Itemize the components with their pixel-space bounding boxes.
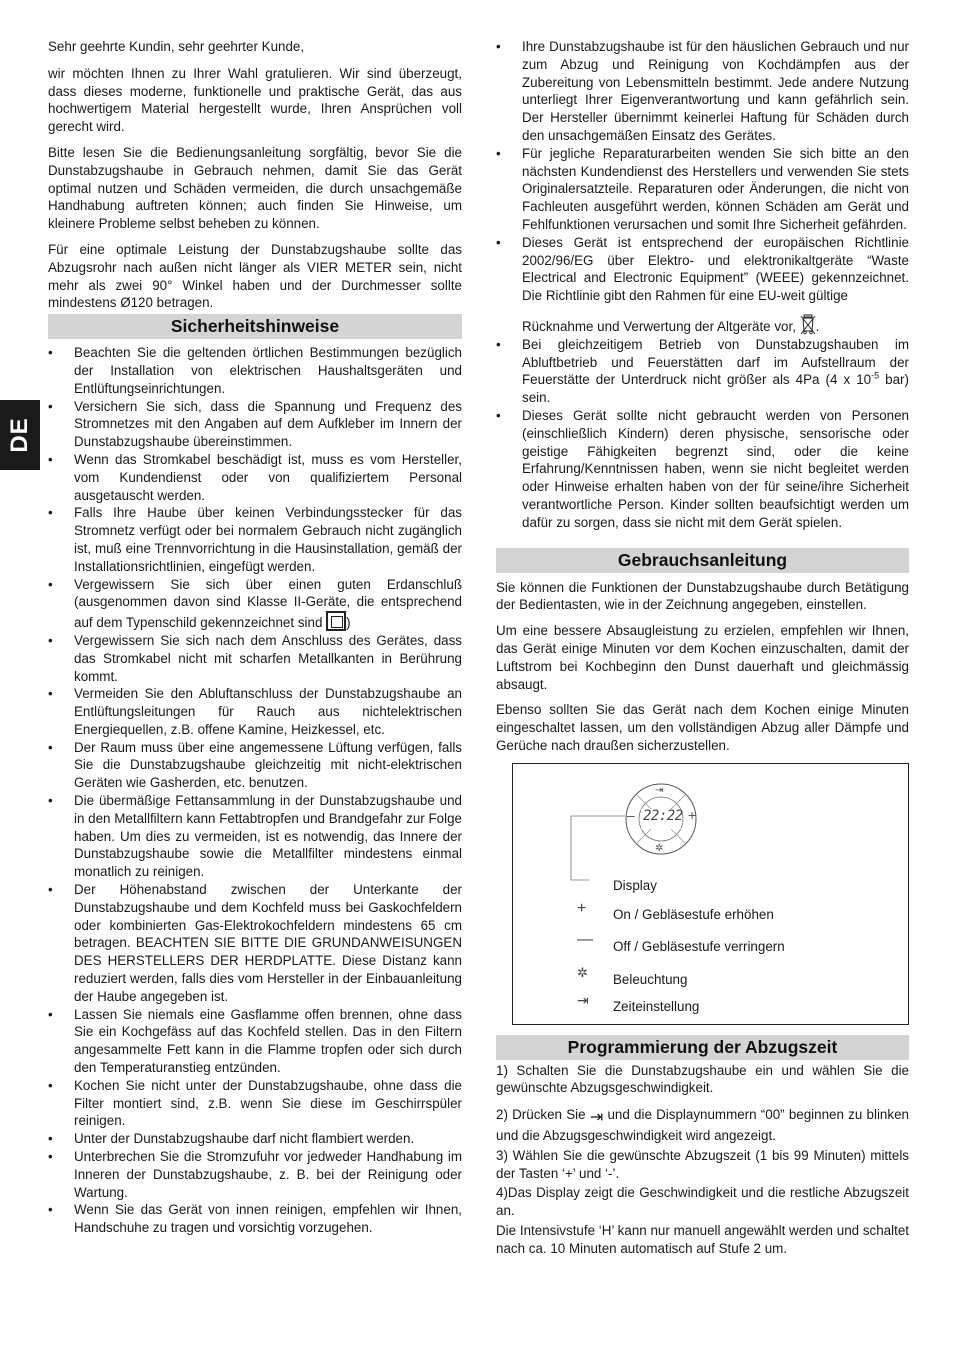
legend-timer: Zeiteinstellung [613,998,700,1014]
timer-step-4: 4)Das Display zeigt die Geschwindigkeit und die restliche Abzugszeit an. [496,1185,909,1219]
safety-list [48,344,462,1237]
control-panel-diagram [512,763,909,1025]
legend-plus: On / Gebläsestufe erhöhen [613,906,774,922]
weee-text: Dieses Gerät ist entsprechend der europäischen Richtlinie 2002/96/EG über Elektro- und elektronikaltgeräte “Waste Electrical and Electronic Equipment” (WEEE) gekennzeichnet. Die Richtlinie gibt den Rahmen für eine EU-weit gültige [522,234,909,304]
safety-item: • Wenn das Stromkabel beschädigt ist, muss es vom Hersteller, vom Kundendienst oder von qualifiziertem Personal ausgetauscht werden. [48,451,462,504]
note-item [496,336,909,407]
timer-step-1: 1) Schalten Sie die Dunstabzugshaube ein und wählen Sie die gewünschte Abzugsgeschwindigkeit. [496,1062,909,1096]
note-item: • Für jegliche Reparaturarbeiten wenden Sie sich bitte an den nächsten Kundendienst des Herstellers und verwenden Sie stets Originalersatzteile. Reparaturen oder Änderungen, die nicht von Fachleuten ausgeführt werden, können Schäden am Gerät und Fehlfunktionen verursachen und somit Ihre Sicherheit gefährden. [496,145,909,234]
light-icon: ✲ [655,842,664,854]
intro-paragraph-3: Für eine optimale Leistung der Dunstabzugshaube sollte das Abzugsrohr nach außen nicht länger als VIER METER sein, nicht mehr als zwei 90° Winkel haben und der Durchmesser sollte mindestens Ø120 betragen. [48,241,462,311]
safety-item: • Lassen Sie niemals eine Gasflamme offen brennen, ohne dass Sie ein Kochgefäss auf das Kochfeld stellen. Das in den Filtern angesammelte Fett kann in die Flamme tropfen oder sich durch den Temperaturanstieg entzünden. [48,1006,462,1077]
display-readout: 22:22 [643,807,683,824]
pressure-text-end: bar) sein. [522,372,909,406]
greeting: Sehr geehrte Kundin, sehr geehrter Kunde, [48,39,305,54]
safety-item: • Kochen Sie nicht unter der Dunstabzugshaube, ohne dass die Filter montiert sind, z.B. wenn Sie diese im Geschirrspüler reinigen. [48,1077,462,1130]
exponent: -5 [871,370,880,381]
legend-light: Beleuchtung [613,971,688,987]
minus-icon: – [627,806,635,823]
safety-item: • Vergewissern Sie sich über einen guten Erdanschluß (ausgenommen davon sind Klasse II-Geräte, die entsprechend auf dem Typenschild gekennzeichnet sind ) [48,576,462,632]
safety-item: • Unterbrechen Sie die Stromzufuhr vor jedweder Handhabung im Inneren der Dunstabzugshaube, z. B. bei der Reinigung oder Wartung. [48,1148,462,1201]
timer-step-5: Die Intensivstufe ‘H’ kann nur manuell angewählt werden und schaltet nach ca. 10 Minuten automatisch auf Stufe 2 um. [496,1223,909,1256]
heading-usage: Gebrauchsanleitung [496,548,909,573]
weee-text-tail: Rücknahme und Verwertung der Altgeräte vor, [522,318,796,334]
language-tab-label: DE [6,417,34,453]
left-column [48,38,462,1237]
usage-paragraph-3: Ebenso sollten Sie das Gerät nach dem Kochen einige Minuten eingeschaltet lassen, um den vollständigen Abzug aller Dämpfe und Gerüche nach draußen sicherzustellen. [496,702,909,753]
safety-item: • Versichern Sie sich, dass die Spannung und Frequenz des Stromnetzes mit den Angaben auf dem Aufkleber im Innern der Dunstabzugshaube übereinstimmen. [48,398,462,451]
weee-bin-icon [800,313,816,335]
heading-safety: Sicherheitshinweise [48,314,462,339]
minus-legend-icon: — [577,930,593,948]
note-item: • Ihre Dunstabzugshaube ist für den häuslichen Gebrauch und nur zum Abzug und Reinigung von Kochdämpfen aus der Zubereitung von Lebensmitteln bestimmt. Jede andere Nutzung unterliegt Ihrer Eigenverantwortung und kann gefährlich sein. Der Hersteller übernimmt keinerlei Haftung für Schäden durch den unsachgemäßen Einsatz des Gerätes. [496,38,909,145]
timer-step-2-post: und die Displaynummern “00” beginnen zu blinken und die Abzugsgeschwindigkeit wird angezeigt. [496,1107,909,1144]
light-legend-icon: ✲ [577,964,588,980]
note-item: • Dieses Gerät sollte nicht gebraucht werden von Personen (einschließlich Kindern) deren physische, sensorische oder geistige Fähigkeiten begrenzt sind, oder die keine Erfahrung/Kenntnissen haben, wenn sie nicht begleitet werden oder Hinweise erhalten haben von der für seine/ihre Sicherheit verantwortliche Person. Kinder sollten beaufsichtigt werden um dafür zu sorgen, dass sie nicht mit dem Gerät spielen. [496,407,909,532]
timer-icon: ⇥ [655,784,664,796]
language-tab [0,400,40,470]
safety-item-text: Vergewissern Sie sich über einen guten Erdanschluß (ausgenommen davon sind Klasse II-Geräte, die entsprechend auf dem Typenschild gekennzeichnet sind [74,576,462,631]
heading-timer-programming: Programmierung der Abzugszeit [496,1035,909,1060]
usage-paragraph-1: Sie können die Funktionen der Dunstabzugshaube durch Betätigung der Bedientasten, wie in der Zeichnung angegeben, einstellen. [496,579,909,613]
safety-item: • Die übermäßige Fettansammlung in der Dunstabzugshaube und in den Metallfiltern kann Fettabtropfen und Brandgefahr zur Folge haben. Um dies zu vermeiden, ist es notwendig, das Innere der Dunstabzugshaube sowie die Metallfilter mindestens einmal monatlich zu reinigen. [48,792,462,881]
timer-step-2 [496,1106,909,1145]
intro-paragraph-1: wir möchten Ihnen zu Ihrer Wahl gratulieren. Wir sind überzeugt, dass dieses moderne, funktionelle und praktische Gerät, das aus hochwertigem Material hergestellt wurde, Ihren Ansprüchen voll gerecht wird. [48,65,462,135]
safety-item: • Falls Ihre Haube über keinen Verbindungsstecker für das Stromnetz verfügt oder bei normalem Gebrauch nicht zugänglich ist, muß eine Trennvorrichtung in die Hausinstallation, gemäß der Installationsrichtlinien, eingefügt werden. [48,504,462,575]
plus-legend-icon: + [577,899,587,917]
note-item: • Dieses Gerät ist entsprechend der europäischen Richtlinie 2002/96/EG über Elektro- und elektronikaltgeräte “Waste Electrical and Electronic Equipment” (WEEE) gekennzeichnet. Die Richtlinie gibt den Rahmen für eine EU-weit gültige Rücknahme und Verwertung der Altgeräte vor, . [496,234,909,336]
control-panel-drawing [513,764,910,894]
plus-icon: + [688,806,697,823]
timer-button-icon: ⇥ [589,1109,604,1127]
safety-item: • Beachten Sie die geltenden örtlichen Bestimmungen bezüglich der Installation von elektrischen Haushaltsgeräten und Entlüftungseinrichtungen. [48,344,462,397]
safety-item: • Der Höhenabstand zwischen der Unterkante der Dunstabzugshaube und dem Kochfeld muss bei Gaskochfeldern oder kombinierten Gas-Elektrokochfeldern mindestens 65 cm betragen. BEACHTEN SIE BITTE DIE GRUNDANWEISUNGEN DES HERSTELLERS DER HERDPLATTE. Diese Distanz kann reduziert werden, falls dies vom Hersteller in der Einbauanleitung der Haube angegeben ist. [48,881,462,1006]
safety-item: • Unter der Dunstabzugshaube darf nicht flambiert werden. [48,1130,462,1148]
timer-legend-icon: ⇥ [577,991,589,1008]
safety-item: • Vergewissern Sie sich nach dem Anschluss des Gerätes, dass das Stromkabel nicht mit scharfen Metallkanten in Berührung kommt. [48,632,462,685]
legend-display: Display [613,877,657,893]
class-ii-icon [326,611,346,631]
timer-step-3: 3) Wählen Sie die gewünschte Abzugszeit (1 bis 99 Minuten) mittels der Tasten ‘+’ und ‘-’. [496,1147,909,1181]
pressure-text: Bei gleichzeitigem Betrieb von Dunstabzugshauben im Abluftbetrieb und Feuerstätten darf im Aufstellraum der Feuerstätte der Unterdruck nicht größer als 4Pa (4 x 10 [522,336,909,388]
legend-minus: Off / Gebläsestufe verringern [613,938,785,954]
general-notes-list [496,38,909,532]
safety-item: • Vermeiden Sie den Abluftanschluss der Dunstabzugshaube an Entlüftungsleitungen für Rauch aus nichtelektrischen Energiequellen, z.B. offene Kamine, Heizkessel, etc. [48,685,462,738]
intro-paragraph-2: Bitte lesen Sie die Bedienungsanleitung sorgfältig, bevor Sie die Dunstabzugshaube in Gebrauch nehmen, damit Sie das Gerät optimal nutzen und Schäden vermeiden, die durch unsachgemäße Handhabung auftreten können; auch finden Sie Hinweise, um kleinere Probleme selbst beheben zu können. [48,144,462,232]
timer-step-2-pre: 2) Drücken Sie [496,1107,586,1123]
right-column [496,38,909,1266]
usage-paragraph-2: Um eine bessere Absaugleistung zu erzielen, empfehlen wir Ihnen, das Gerät einige Minuten vor dem Kochen einzuschalten, damit der Luftstrom bei Kochbeginn den Dunst dauerhaft und gleichmässig absaugt. [496,623,909,692]
safety-item: • Wenn Sie das Gerät von innen reinigen, empfehlen wir Ihnen, Handschuhe zu tragen und vorsichtig vorzugehen. [48,1201,462,1237]
safety-item: • Der Raum muss über eine angemessene Lüftung verfügen, falls Sie die Dunstabzugshaube gleichzeitig mit nicht-elektrischen Geräten wie Gasherden, etc. benutzen. [48,739,462,792]
